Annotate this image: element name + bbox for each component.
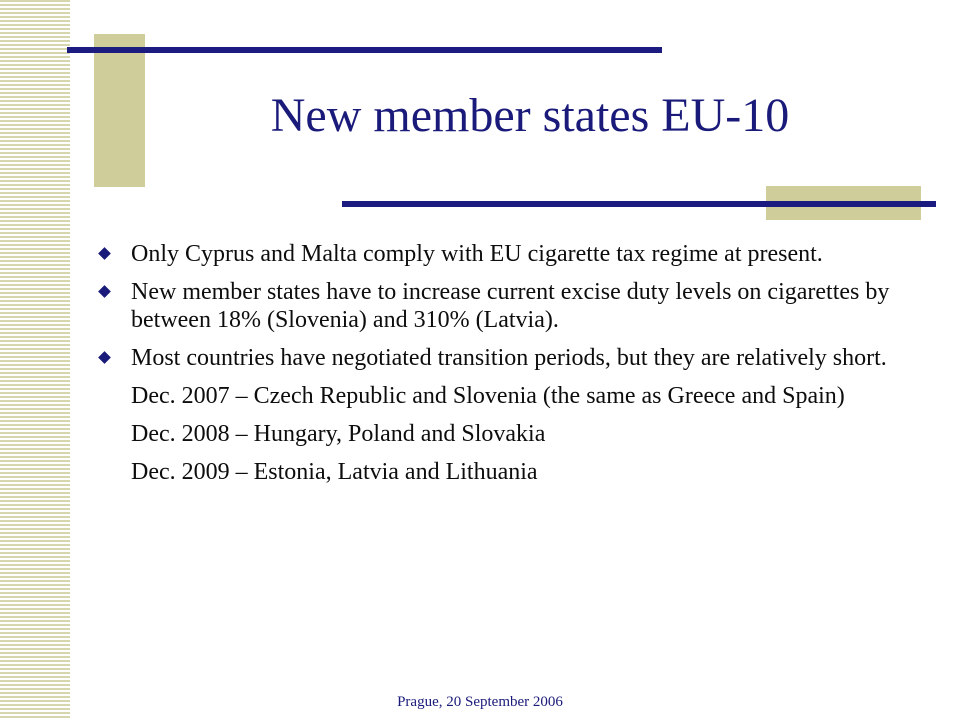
diamond-bullet-icon — [98, 247, 111, 260]
bullet-item — [96, 344, 896, 372]
bullet-text: Most countries have negotiated transition periods, but they are relatively short. — [131, 345, 887, 371]
bullet-item — [96, 240, 896, 268]
slide-title: New member states EU-10 — [270, 89, 790, 142]
diamond-bullet-icon — [98, 285, 111, 298]
bullet-item — [96, 278, 896, 334]
top-rule — [67, 47, 662, 53]
sub-item-text: Dec. 2007 – Czech Republic and Slovenia (the same as Greece and Spain) — [131, 383, 845, 409]
sub-item — [96, 382, 896, 410]
striped-side-band — [0, 0, 70, 720]
slide-content — [96, 240, 896, 496]
bottom-rule — [342, 201, 936, 207]
decorative-block-left — [94, 34, 145, 187]
slide-footer: Prague, 20 September 2006 — [397, 694, 563, 710]
sub-item-text: Dec. 2009 – Estonia, Latvia and Lithuania — [131, 459, 538, 485]
sub-item-text: Dec. 2008 – Hungary, Poland and Slovakia — [131, 421, 546, 447]
bullet-text: New member states have to increase current excise duty levels on cigarettes by between 18% (Slovenia) and 310% (Latvia). — [131, 279, 890, 333]
sub-item — [96, 458, 896, 486]
bullet-text: Only Cyprus and Malta comply with EU cigarette tax regime at present. — [131, 241, 823, 267]
diamond-bullet-icon — [98, 351, 111, 364]
sub-item — [96, 420, 896, 448]
